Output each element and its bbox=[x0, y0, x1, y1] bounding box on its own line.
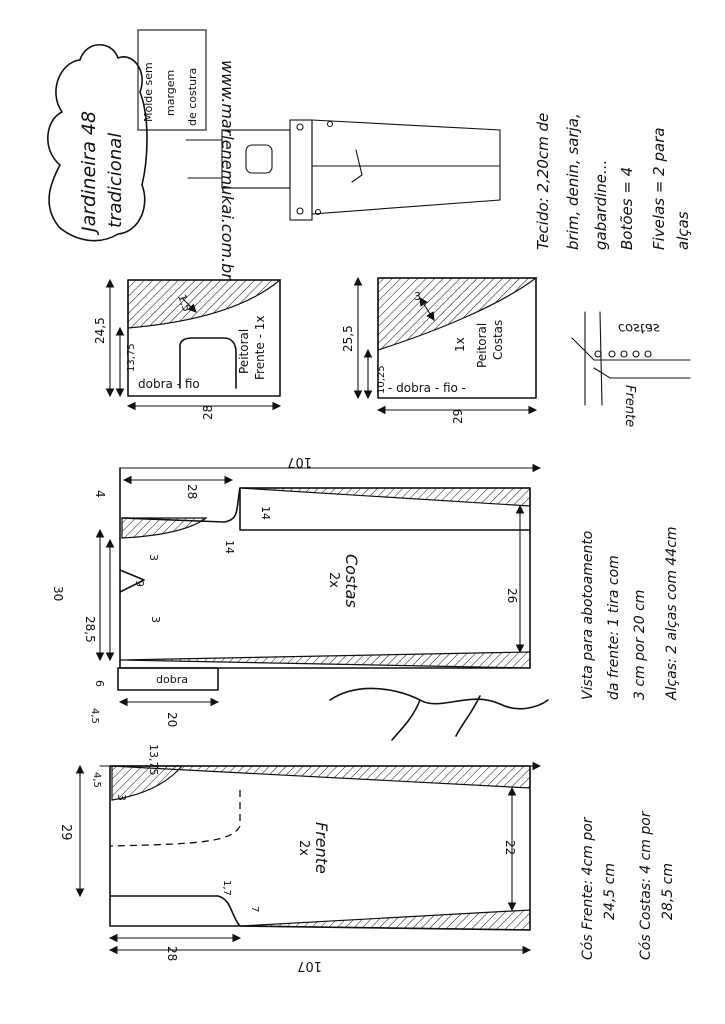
cos-line1: Cós Frente: 4cm por bbox=[580, 817, 596, 960]
note-line3: de costura bbox=[186, 67, 199, 126]
costas-label: Costas bbox=[342, 554, 361, 608]
frente-d17: 1,7 bbox=[221, 880, 232, 896]
peitoral-frente-label-2: Frente - 1x bbox=[253, 315, 267, 380]
costas-piece bbox=[100, 468, 540, 702]
vista-line2: da frente: 1 tira com bbox=[606, 555, 622, 700]
costas-d30: 30 bbox=[51, 586, 65, 602]
website-text: www.marlenemukai.com.br bbox=[218, 60, 237, 280]
costas-d3b: 3 bbox=[149, 616, 162, 623]
materials-botoes: Botões = 4 bbox=[618, 166, 636, 250]
signature-mark bbox=[330, 688, 548, 740]
peitoral-costas-height: 25,5 bbox=[341, 325, 355, 352]
costas-crotch: 28 bbox=[185, 484, 199, 500]
frente-label: Frente bbox=[312, 822, 331, 874]
materials-fivelas-1: Fivelas = 2 para bbox=[650, 127, 668, 250]
costas-dart: 9 bbox=[133, 580, 146, 587]
frente-crotch: 28 bbox=[165, 946, 179, 962]
costas-count: 2x bbox=[326, 572, 341, 588]
peitoral-costas-width: 29 bbox=[451, 408, 465, 424]
materials-tecido-1: Tecido: 2,20cm de bbox=[534, 112, 552, 250]
costas-d6: 6 bbox=[93, 680, 106, 687]
peitoral-costas-label-2: Costas bbox=[491, 319, 505, 360]
frente-hem: 22 bbox=[503, 840, 517, 856]
cos-line4: 28,5 cm bbox=[660, 863, 676, 920]
costas-d14a: 14 bbox=[259, 506, 272, 520]
peitoral-frente-height: 24,5 bbox=[93, 317, 107, 344]
materials-tecido-2: brim, denin, sarja, bbox=[564, 113, 582, 250]
materials-fivelas-2: alças bbox=[674, 211, 692, 250]
cos-line2: 24,5 cm bbox=[602, 863, 618, 920]
detail-frente-label: Frente bbox=[622, 385, 637, 428]
peitoral-frente-side: 13,75 bbox=[126, 343, 137, 372]
peitoral-costas-count: 1x bbox=[453, 337, 467, 352]
frente-d3: 3 bbox=[115, 794, 128, 801]
note-line1: Molde sem bbox=[142, 62, 155, 122]
costas-hem: 26 bbox=[505, 588, 519, 604]
peitoral-frente-label-1: Peitoral bbox=[237, 328, 251, 374]
peitoral-costas-side: 10,25 bbox=[376, 365, 387, 394]
peitoral-costas-curve: 3 bbox=[414, 290, 421, 303]
costas-d4: 4 bbox=[93, 490, 107, 498]
frente-length: 107 bbox=[297, 958, 322, 973]
materials-tecido-3: gabardine... bbox=[592, 159, 610, 250]
frente-d29: 29 bbox=[58, 824, 73, 841]
costas-d285: 28,5 bbox=[83, 616, 97, 643]
cos-line3: Cós Costas: 4 cm por bbox=[638, 811, 654, 960]
costas-d14b: 14 bbox=[223, 540, 236, 554]
costas-fold: dobra bbox=[156, 673, 188, 686]
costas-d20: 20 bbox=[165, 712, 179, 728]
peitoral-frente-fold: dobra - fio bbox=[138, 377, 200, 391]
detail-costas-label: costas bbox=[618, 320, 660, 335]
vista-line1: Vista para abotoamento bbox=[580, 530, 596, 700]
frente-piece bbox=[80, 766, 540, 950]
peitoral-costas-fold: - dobra - fio - bbox=[388, 381, 467, 395]
note-line2: margem bbox=[164, 69, 177, 116]
peitoral-frente-curve: 1,5 bbox=[175, 292, 194, 314]
costas-d45: 4,5 bbox=[89, 708, 100, 724]
title-line2: tradicional bbox=[105, 132, 126, 228]
costas-length: 107 bbox=[287, 454, 312, 469]
frente-d1375: 13,75 bbox=[147, 744, 160, 776]
peitoral-frente-width: 28 bbox=[201, 404, 215, 420]
vista-line3: 3 cm por 20 cm bbox=[632, 589, 648, 700]
frente-d45: 4,5 bbox=[91, 772, 102, 788]
title-line1: Jardineira 48 bbox=[78, 110, 100, 232]
frente-d7: 7 bbox=[249, 906, 260, 913]
vista-line4: Alças: 2 alças com 44cm bbox=[664, 526, 680, 700]
peitoral-costas-label-1: Peitoral bbox=[475, 322, 489, 368]
frente-count: 2x bbox=[296, 840, 311, 856]
costas-d3a: 3 bbox=[147, 554, 160, 561]
